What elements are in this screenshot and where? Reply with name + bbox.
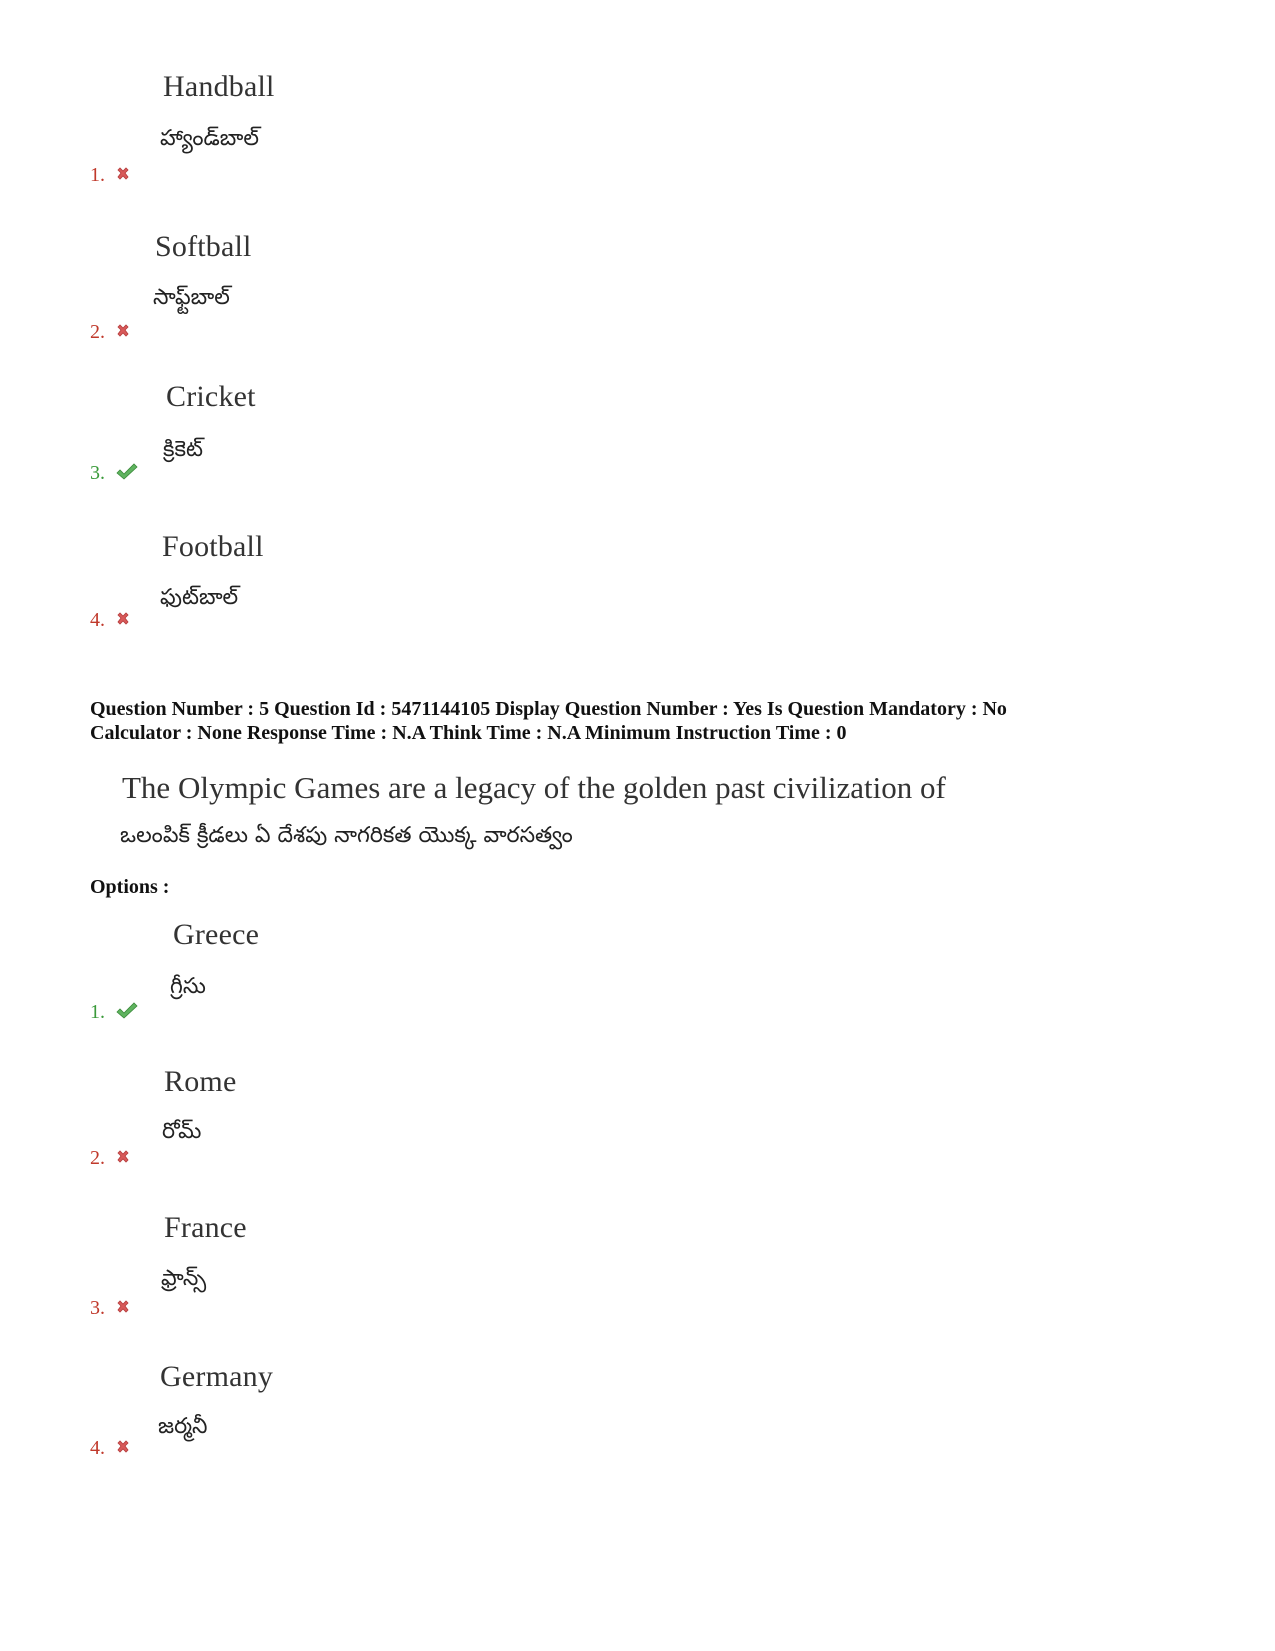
- check-icon: [116, 463, 138, 481]
- option-number: 1.: [90, 164, 105, 186]
- options-label: Options :: [90, 876, 170, 898]
- cross-icon: [116, 1300, 130, 1314]
- option-text-te: ఫుట్‌బాల్: [160, 585, 239, 610]
- option-text-en: Softball: [155, 230, 252, 263]
- option-number-row: [90, 1297, 130, 1320]
- option-number-row: [90, 1437, 130, 1460]
- option-number: 3.: [90, 462, 105, 484]
- option-number-row: [90, 462, 138, 485]
- option-number: 4.: [90, 1437, 105, 1459]
- option-text-te: గ్రీసు: [170, 974, 206, 999]
- option-number: 2.: [90, 321, 105, 343]
- option-number-row: [90, 1001, 138, 1024]
- option-number: 4.: [90, 609, 105, 631]
- option-text-en: Football: [162, 530, 264, 563]
- option-text-en: Germany: [160, 1360, 274, 1393]
- option-text-te: క్రికెట్: [163, 437, 203, 462]
- option-text-en: France: [164, 1211, 247, 1244]
- option-text-te: సాఫ్ట్‌బాల్: [153, 285, 230, 310]
- option-number: 2.: [90, 1147, 105, 1169]
- option-text-te: హ్యాండ్‌బాల్: [160, 126, 259, 151]
- cross-icon: [116, 1440, 130, 1454]
- option-number: 1.: [90, 1001, 105, 1023]
- option-number-row: [90, 164, 130, 187]
- option-number: 3.: [90, 1297, 105, 1319]
- cross-icon: [116, 167, 130, 181]
- question-meta-line-1: Question Number : 5 Question Id : 5471144105 Display Question Number : Yes Is Question Mandatory : No: [90, 698, 1007, 720]
- question-text-te: ఒలంపిక్ క్రీడలు ఏ దేశపు నాగరికత యొక్క వారసత్వం: [120, 823, 573, 848]
- cross-icon: [116, 324, 130, 338]
- option-text-te: ఫ్రాన్స్: [161, 1266, 207, 1291]
- check-icon: [116, 1002, 138, 1020]
- option-text-en: Cricket: [166, 380, 256, 413]
- question-text-en: The Olympic Games are a legacy of the golden past civilization of: [122, 770, 946, 805]
- option-number-row: [90, 1147, 130, 1170]
- option-text-en: Handball: [163, 70, 275, 103]
- option-text-en: Greece: [173, 918, 260, 951]
- option-number-row: [90, 321, 130, 344]
- cross-icon: [116, 612, 130, 626]
- option-text-te: రోమ్: [162, 1119, 202, 1144]
- question-meta-line-2: Calculator : None Response Time : N.A Think Time : N.A Minimum Instruction Time : 0: [90, 722, 847, 744]
- option-number-row: [90, 609, 130, 632]
- cross-icon: [116, 1150, 130, 1164]
- option-text-te: జర్మనీ: [158, 1414, 208, 1439]
- option-text-en: Rome: [164, 1065, 237, 1098]
